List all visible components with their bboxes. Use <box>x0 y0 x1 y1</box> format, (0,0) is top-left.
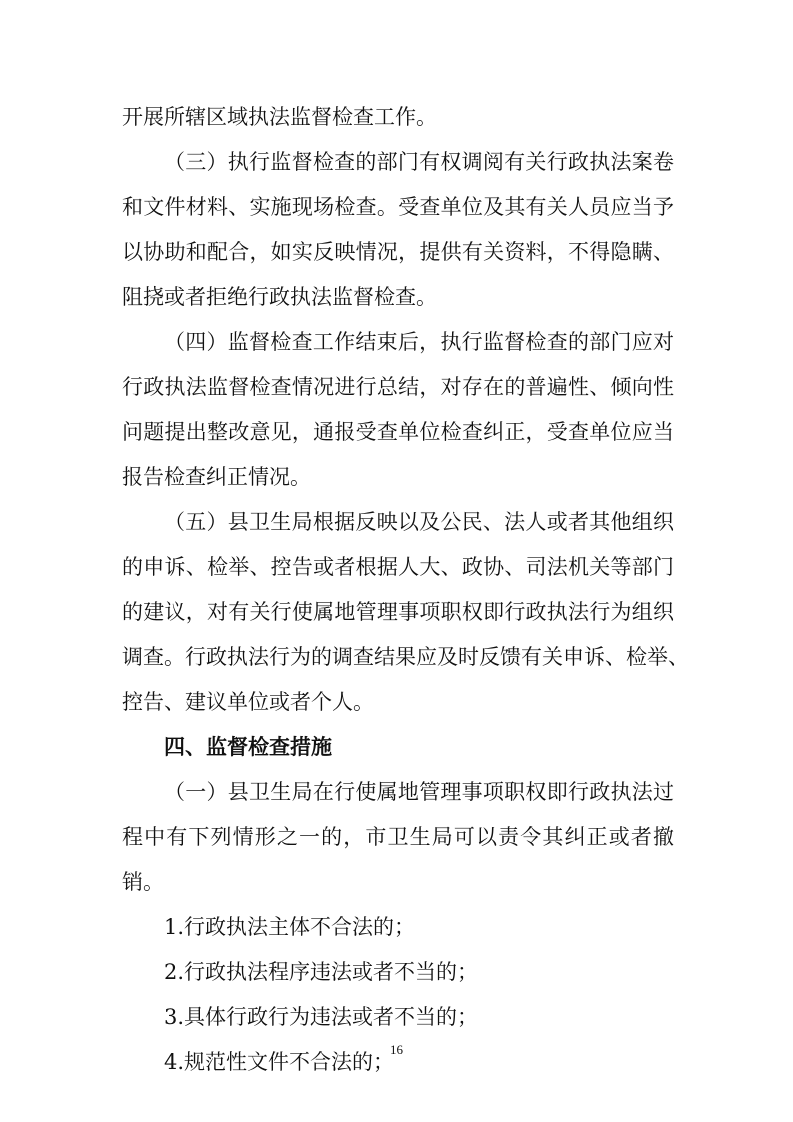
paragraph-line: （三）执行监督检查的部门有权调阅有关行政执法案卷 <box>164 150 674 174</box>
paragraph-line: 开展所辖区域执法监督检查工作。 <box>122 105 437 129</box>
paragraph-line: 阻挠或者拒绝行政执法监督检查。 <box>122 285 437 309</box>
list-item: 2.行政执法程序违法或者不当的； <box>164 960 479 984</box>
paragraph-line: （四）监督检查工作结束后，执行监督检查的部门应对 <box>164 330 674 354</box>
paragraph-line: （一）县卫生局在行使属地管理事项职权即行政执法过 <box>164 780 674 804</box>
list-item: 4.规范性文件不合法的； <box>164 1050 395 1074</box>
paragraph-line: 的建议，对有关行使属地管理事项职权即行政执法行为组织 <box>122 600 674 624</box>
list-item: 3.具体行政行为违法或者不当的； <box>164 1005 479 1029</box>
list-item: 1.行政执法主体不合法的； <box>164 915 416 939</box>
paragraph-line: 报告检查纠正情况。 <box>122 465 311 489</box>
paragraph-line: 程中有下列情形之一的，市卫生局可以责令其纠正或者撤 <box>122 825 674 849</box>
paragraph-line: 以协助和配合，如实反映情况，提供有关资料，不得隐瞒、 <box>122 240 674 264</box>
document-body <box>122 98 689 1088</box>
paragraph-line: 调查。行政执法行为的调查结果应及时反馈有关申诉、检举、 <box>122 645 689 669</box>
paragraph-line: 行政执法监督检查情况进行总结，对存在的普遍性、倾向性 <box>122 375 674 399</box>
paragraph-line: 问题提出整改意见，通报受查单位检查纠正，受查单位应当 <box>122 420 674 444</box>
paragraph-line: 控告、建议单位或者个人。 <box>122 690 374 714</box>
paragraph-line: 的申诉、检举、控告或者根据人大、政协、司法机关等部门 <box>122 555 674 579</box>
paragraph-line: 和文件材料、实施现场检查。受查单位及其有关人员应当予 <box>122 195 674 219</box>
paragraph-line: （五）县卫生局根据反映以及公民、法人或者其他组织 <box>164 510 674 534</box>
section-heading: 四、监督检查措施 <box>164 735 332 759</box>
paragraph-line: 销。 <box>122 870 164 894</box>
page-number: 16 <box>390 1042 403 1057</box>
